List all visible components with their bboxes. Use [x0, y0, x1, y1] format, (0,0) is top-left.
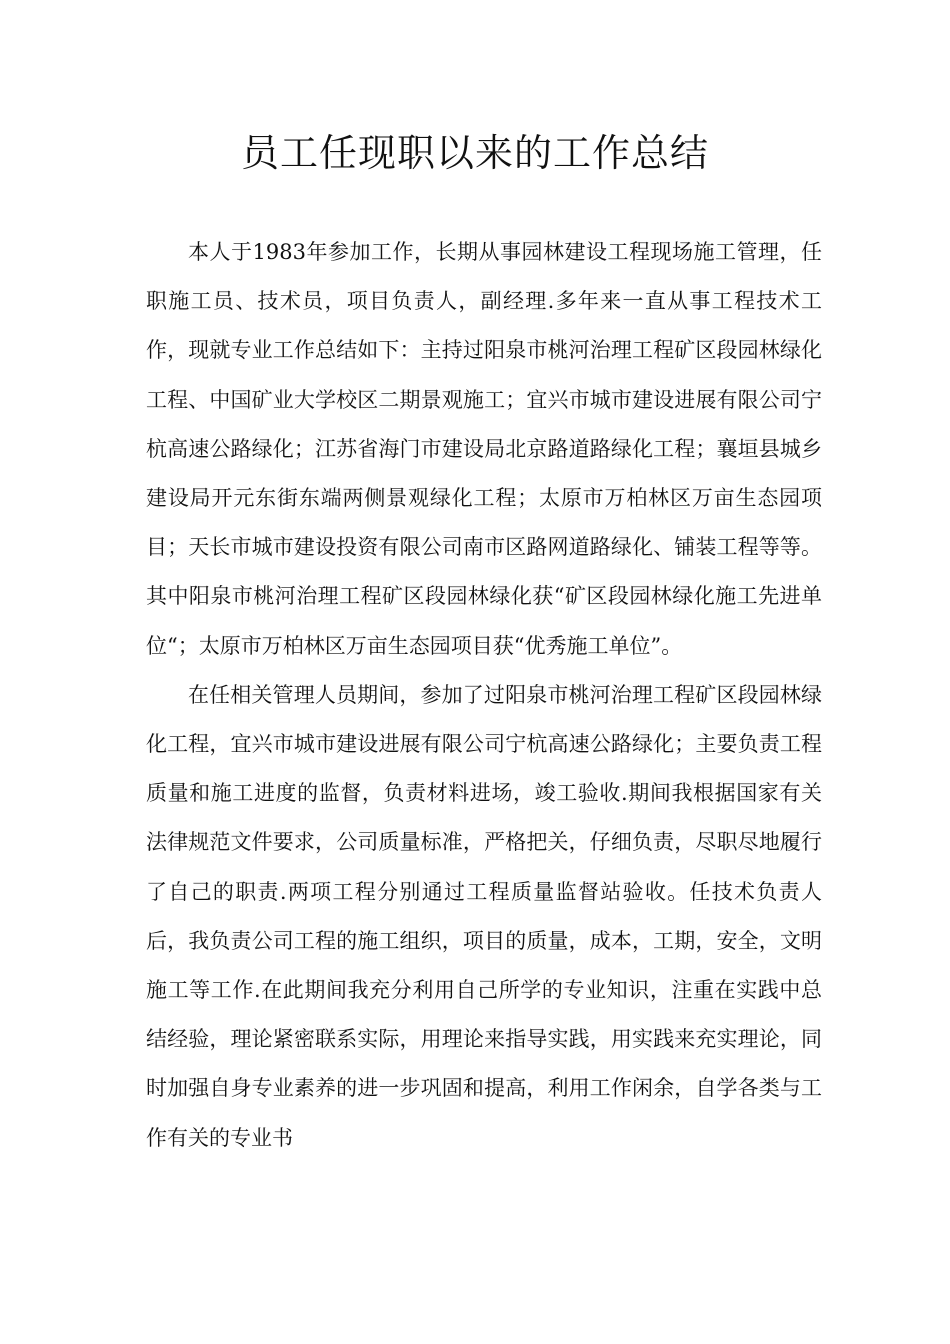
paragraph-career-overview: 本人于1983年参加工作，长期从事园林建设工程现场施工管理，任职施工员、技术员，项目负责人，副经理.多年来一直从事工程技术工作，现就专业工作总结如下：主持过阳泉市桃河治理工程矿区段园林绿化工程、中国矿业大学校区二期景观施工；宜兴市城市建设进展有限公司宁杭高速公路绿化；江苏省海门市建设局北京路道路绿化工程；襄垣县城乡建设局开元东街东端两侧景观绿化工程；太原市万柏林区万亩生态园项目；天长市城市建设投资有限公司南市区路网道路绿化、铺装工程等等。其中阳泉市桃河治理工程矿区段园林绿化获“矿区段园林绿化施工先进单位“；太原市万柏林区万亩生态园项目获“优秀施工单位”。 — [146, 240, 822, 658]
document-title: 员工任现职以来的工作总结 — [240, 131, 709, 175]
document-body — [146, 228, 822, 1163]
paragraph-management-duties: 在任相关管理人员期间，参加了过阳泉市桃河治理工程矿区段园林绿化工程，宜兴市城市建设进展有限公司宁杭高速公路绿化；主要负责工程质量和施工进度的监督，负责材料进场，竣工验收.期间我根据国家有关法律规范文件要求，公司质量标准，严格把关，仔细负责，尽职尽地履行了自己的职责.两项工程分别通过工程质量监督站验收。任技术负责人后，我负责公司工程的施工组织，项目的质量，成本，工期，安全，文明施工等工作.在此期间我充分利用自己所学的专业知识，注重在实践中总结经验，理论紧密联系实际，用理论来指导实践，用实践来充实理论，同时加强自身专业素养的进一步巩固和提高，利用工作闲余，自学各类与工作有关的专业书 — [146, 682, 822, 1150]
